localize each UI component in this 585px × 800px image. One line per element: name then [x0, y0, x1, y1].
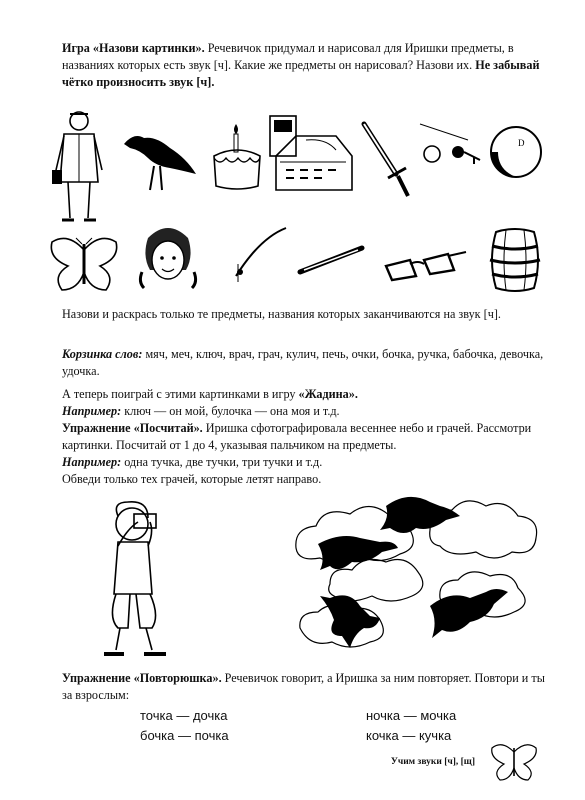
count-text: Иришка сфотографировала весеннее небо и грачей. Рассмотри картинки. Посчитай от 1 до 4, указывая пальчиком на предметы. — [62, 421, 532, 452]
ball-icon — [488, 124, 544, 180]
intro-paragraph — [62, 40, 552, 91]
girl-icon — [136, 222, 200, 292]
count-example-label: Например: — [62, 455, 122, 469]
girl-with-camera-icon — [78, 498, 188, 662]
intro-text: Речевичок придумал и нарисовал для Иришки предметы, в названиях которых есть звук [ч]. Какие же предметы он нарисовал? Назови их. — [62, 41, 514, 72]
intro-tail: Не забывай чётко произносить звук [ч]. — [62, 58, 540, 89]
greedy-example-label: Например: — [62, 404, 122, 418]
key-icon — [418, 120, 482, 172]
word-basket — [62, 346, 552, 380]
repeat-paragraph — [62, 670, 552, 704]
basket-words: мяч, меч, ключ, врач, грач, кулич, печь, очки, бочка, ручка, бабочка, девочка, удочка. — [62, 347, 544, 378]
butterfly-icon — [48, 236, 120, 294]
word-pair: ночка — мочка — [366, 708, 457, 723]
sword-icon — [360, 120, 414, 200]
glasses-icon — [382, 250, 468, 284]
greedy-paragraph — [62, 386, 552, 420]
game-title: Игра «Назови картинки». — [62, 41, 205, 55]
footer-title: Учим звуки [ч], [щ] — [390, 757, 475, 767]
cake-icon — [210, 122, 264, 192]
greedy-game-title: «Жадина». — [298, 387, 358, 401]
pen-icon — [296, 244, 368, 276]
doctor-icon — [48, 108, 110, 226]
svg-text:D: D — [518, 138, 525, 148]
butterfly-icon — [490, 742, 538, 782]
count-title: Упражнение «Посчитай». — [62, 421, 203, 435]
word-pair: кочка — кучка — [366, 728, 452, 743]
word-pair: бочка — почка — [140, 728, 229, 743]
fishing-rod-icon — [226, 224, 290, 286]
task-paint: Назови и раскрась только те предметы, названия которых заканчиваются на звук [ч]. — [62, 307, 501, 321]
count-example: одна тучка, две тучки, три тучки и т.д. — [121, 455, 323, 469]
greedy-example: ключ — он мой, булочка — она моя и т.д. — [121, 404, 340, 418]
clouds-with-rooks-icon — [290, 488, 546, 656]
barrel-icon — [488, 226, 542, 294]
basket-label: Корзинка слов: — [62, 347, 143, 361]
repeat-text: Речевичок говорит, а Иришка за ним повторяет. Повтори и ты за взрослым: — [62, 671, 545, 702]
greedy-text: А теперь поиграй с этими картинками в игру — [62, 387, 299, 401]
count-paragraph — [62, 420, 552, 488]
repeat-title: Упражнение «Повторюшка». — [62, 671, 222, 685]
cash-register-icon — [266, 110, 356, 196]
rook-icon — [120, 124, 198, 192]
word-pair: точка — дочка — [140, 708, 228, 723]
count-task: Обведи только тех грачей, которые летят направо. — [62, 472, 322, 486]
